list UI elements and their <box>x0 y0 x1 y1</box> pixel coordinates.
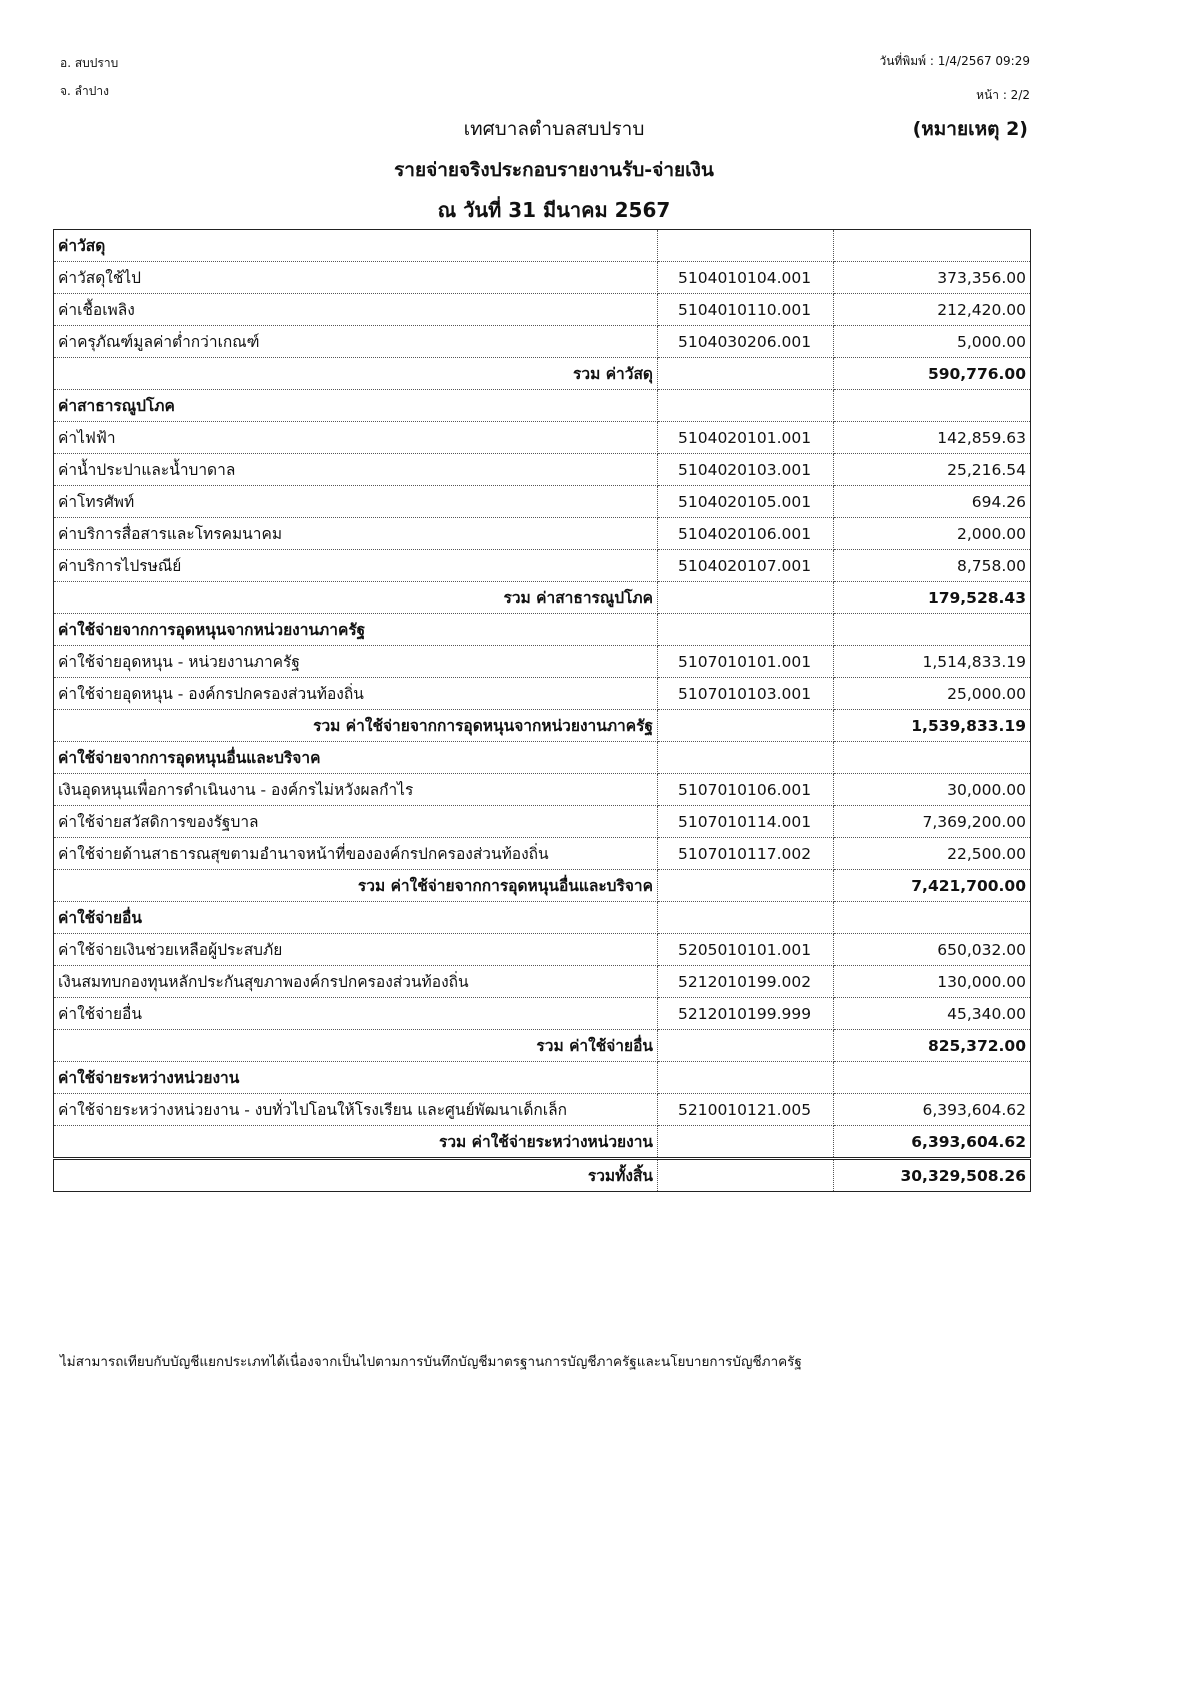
table-row <box>54 678 1031 710</box>
subtotal-label: รวม ค่าใช้จ่ายจากการอุดหนุนอื่นและบริจาค <box>54 870 658 902</box>
item-name: เงินอุดหนุนเพื่อการดำเนินงาน - องค์กรไม่หวังผลกำไร <box>54 774 658 806</box>
amount: 25,216.54 <box>834 454 1031 486</box>
item-name: ค่าใช้จ่ายอื่น <box>54 998 658 1030</box>
amount: 7,369,200.00 <box>834 806 1031 838</box>
subtotal-row <box>54 358 1031 390</box>
account-code: 5104030206.001 <box>658 326 834 358</box>
expense-table <box>53 229 1031 1192</box>
subtotal-label: รวม ค่าวัสดุ <box>54 358 658 390</box>
account-code: 5205010101.001 <box>658 934 834 966</box>
item-name: ค่าใช้จ่ายระหว่างหน่วยงาน - งบทั่วไปโอนให้โรงเรียน และศูนย์พัฒนาเด็กเล็ก <box>54 1094 658 1126</box>
table-row <box>54 262 1031 294</box>
account-code: 5107010106.001 <box>658 774 834 806</box>
table-row <box>54 966 1031 998</box>
page-number: หน้า : 2/2 <box>976 88 1030 102</box>
amount: 694.26 <box>834 486 1031 518</box>
amount: 6,393,604.62 <box>834 1094 1031 1126</box>
account-code: 5104020105.001 <box>658 486 834 518</box>
amount: 30,000.00 <box>834 774 1031 806</box>
item-name: ค่าครุภัณฑ์มูลค่าต่ำกว่าเกณฑ์ <box>54 326 658 358</box>
account-code: 5104020107.001 <box>658 550 834 582</box>
section-title: ค่าใช้จ่ายระหว่างหน่วยงาน <box>54 1062 658 1094</box>
section-header-row <box>54 902 1031 934</box>
account-code: 5104020106.001 <box>658 518 834 550</box>
account-code: 5104010110.001 <box>658 294 834 326</box>
section-title: ค่าใช้จ่ายอื่น <box>54 902 658 934</box>
table-row <box>54 806 1031 838</box>
empty-cell <box>658 742 834 774</box>
report-date: ณ วันที่ 31 มีนาคม 2567 <box>437 198 671 222</box>
empty-cell <box>834 902 1031 934</box>
item-name: ค่าใช้จ่ายสวัสดิการของรัฐบาล <box>54 806 658 838</box>
district-label: อ. สบปราบ <box>60 56 119 70</box>
amount: 1,514,833.19 <box>834 646 1031 678</box>
amount: 373,356.00 <box>834 262 1031 294</box>
empty-cell <box>658 710 834 742</box>
amount: 25,000.00 <box>834 678 1031 710</box>
empty-cell <box>658 614 834 646</box>
subtotal-amount: 179,528.43 <box>834 582 1031 614</box>
subtotal-amount: 7,421,700.00 <box>834 870 1031 902</box>
empty-cell <box>658 230 834 262</box>
amount: 212,420.00 <box>834 294 1031 326</box>
amount: 8,758.00 <box>834 550 1031 582</box>
account-code: 5107010101.001 <box>658 646 834 678</box>
table-row <box>54 838 1031 870</box>
grand-total-row <box>54 1159 1031 1192</box>
empty-cell <box>658 582 834 614</box>
section-title: ค่าใช้จ่ายจากการอุดหนุนอื่นและบริจาค <box>54 742 658 774</box>
empty-cell <box>834 230 1031 262</box>
item-name: ค่าบริการไปรษณีย์ <box>54 550 658 582</box>
organization-name: เทศบาลตำบลสบปราบ <box>463 118 645 140</box>
section-title: ค่าวัสดุ <box>54 230 658 262</box>
table-row <box>54 454 1031 486</box>
table-row <box>54 774 1031 806</box>
subtotal-row <box>54 582 1031 614</box>
note-reference: (หมายเหตุ 2) <box>912 118 1028 140</box>
empty-cell <box>834 742 1031 774</box>
section-header-row <box>54 742 1031 774</box>
report-title: รายจ่ายจริงประกอบรายงานรับ-จ่ายเงิน <box>394 159 714 181</box>
section-header-row <box>54 1062 1031 1094</box>
subtotal-row <box>54 870 1031 902</box>
section-title: ค่าใช้จ่ายจากการอุดหนุนจากหน่วยงานภาครัฐ <box>54 614 658 646</box>
item-name: ค่าเชื้อเพลิง <box>54 294 658 326</box>
table-row <box>54 486 1031 518</box>
table-row <box>54 326 1031 358</box>
subtotal-amount: 6,393,604.62 <box>834 1126 1031 1159</box>
subtotal-label: รวม ค่าใช้จ่ายอื่น <box>54 1030 658 1062</box>
item-name: ค่าบริการสื่อสารและโทรคมนาคม <box>54 518 658 550</box>
item-name: ค่าใช้จ่ายอุดหนุน - หน่วยงานภาครัฐ <box>54 646 658 678</box>
table-row <box>54 518 1031 550</box>
item-name: ค่าน้ำประปาและน้ำบาดาล <box>54 454 658 486</box>
account-code: 5104020103.001 <box>658 454 834 486</box>
item-name: ค่าใช้จ่ายอุดหนุน - องค์กรปกครองส่วนท้องถิ่น <box>54 678 658 710</box>
empty-cell <box>834 614 1031 646</box>
expense-table-body <box>54 230 1031 1192</box>
subtotal-label: รวม ค่าใช้จ่ายจากการอุดหนุนจากหน่วยงานภาครัฐ <box>54 710 658 742</box>
amount: 142,859.63 <box>834 422 1031 454</box>
subtotal-amount: 825,372.00 <box>834 1030 1031 1062</box>
account-code: 5212010199.002 <box>658 966 834 998</box>
empty-cell <box>658 1159 834 1192</box>
account-code: 5104020101.001 <box>658 422 834 454</box>
province-label: จ. ลำปาง <box>60 84 109 98</box>
table-row <box>54 934 1031 966</box>
grand-total-label: รวมทั้งสิ้น <box>54 1159 658 1192</box>
amount: 650,032.00 <box>834 934 1031 966</box>
account-code: 5212010199.999 <box>658 998 834 1030</box>
amount: 130,000.00 <box>834 966 1031 998</box>
subtotal-row <box>54 1126 1031 1159</box>
subtotal-amount: 1,539,833.19 <box>834 710 1031 742</box>
empty-cell <box>658 902 834 934</box>
table-row <box>54 1094 1031 1126</box>
empty-cell <box>658 358 834 390</box>
item-name: ค่าวัสดุใช้ไป <box>54 262 658 294</box>
item-name: ค่าโทรศัพท์ <box>54 486 658 518</box>
table-row <box>54 422 1031 454</box>
empty-cell <box>658 1126 834 1159</box>
account-code: 5210010121.005 <box>658 1094 834 1126</box>
account-code: 5107010117.002 <box>658 838 834 870</box>
empty-cell <box>834 390 1031 422</box>
subtotal-label: รวม ค่าสาธารณูปโภค <box>54 582 658 614</box>
account-code: 5104010104.001 <box>658 262 834 294</box>
empty-cell <box>658 870 834 902</box>
subtotal-row <box>54 710 1031 742</box>
subtotal-amount: 590,776.00 <box>834 358 1031 390</box>
amount: 2,000.00 <box>834 518 1031 550</box>
account-code: 5107010114.001 <box>658 806 834 838</box>
empty-cell <box>834 1062 1031 1094</box>
empty-cell <box>658 1030 834 1062</box>
item-name: ค่าใช้จ่ายเงินช่วยเหลือผู้ประสบภัย <box>54 934 658 966</box>
empty-cell <box>658 1062 834 1094</box>
table-row <box>54 646 1031 678</box>
amount: 45,340.00 <box>834 998 1031 1030</box>
item-name: ค่าใช้จ่ายด้านสาธารณสุขตามอำนาจหน้าที่ขององค์กรปกครองส่วนท้องถิ่น <box>54 838 658 870</box>
grand-total-amount: 30,329,508.26 <box>834 1159 1031 1192</box>
section-title: ค่าสาธารณูปโภค <box>54 390 658 422</box>
amount: 22,500.00 <box>834 838 1031 870</box>
subtotal-label: รวม ค่าใช้จ่ายระหว่างหน่วยงาน <box>54 1126 658 1159</box>
account-code: 5107010103.001 <box>658 678 834 710</box>
amount: 5,000.00 <box>834 326 1031 358</box>
section-header-row <box>54 614 1031 646</box>
print-date: วันที่พิมพ์ : 1/4/2567 09:29 <box>879 54 1030 68</box>
table-row <box>54 998 1031 1030</box>
section-header-row <box>54 230 1031 262</box>
footnote: ไม่สามารถเทียบกับบัญชีแยกประเภทได้เนื่องจากเป็นไปตามการบันทึกบัญชีมาตรฐานการบัญชีภาครัฐและนโยบายการบัญชีภาครัฐ <box>60 1354 802 1370</box>
item-name: เงินสมทบกองทุนหลักประกันสุขภาพองค์กรปกครองส่วนท้องถิ่น <box>54 966 658 998</box>
subtotal-row <box>54 1030 1031 1062</box>
table-row <box>54 294 1031 326</box>
table-row <box>54 550 1031 582</box>
item-name: ค่าไฟฟ้า <box>54 422 658 454</box>
empty-cell <box>658 390 834 422</box>
section-header-row <box>54 390 1031 422</box>
